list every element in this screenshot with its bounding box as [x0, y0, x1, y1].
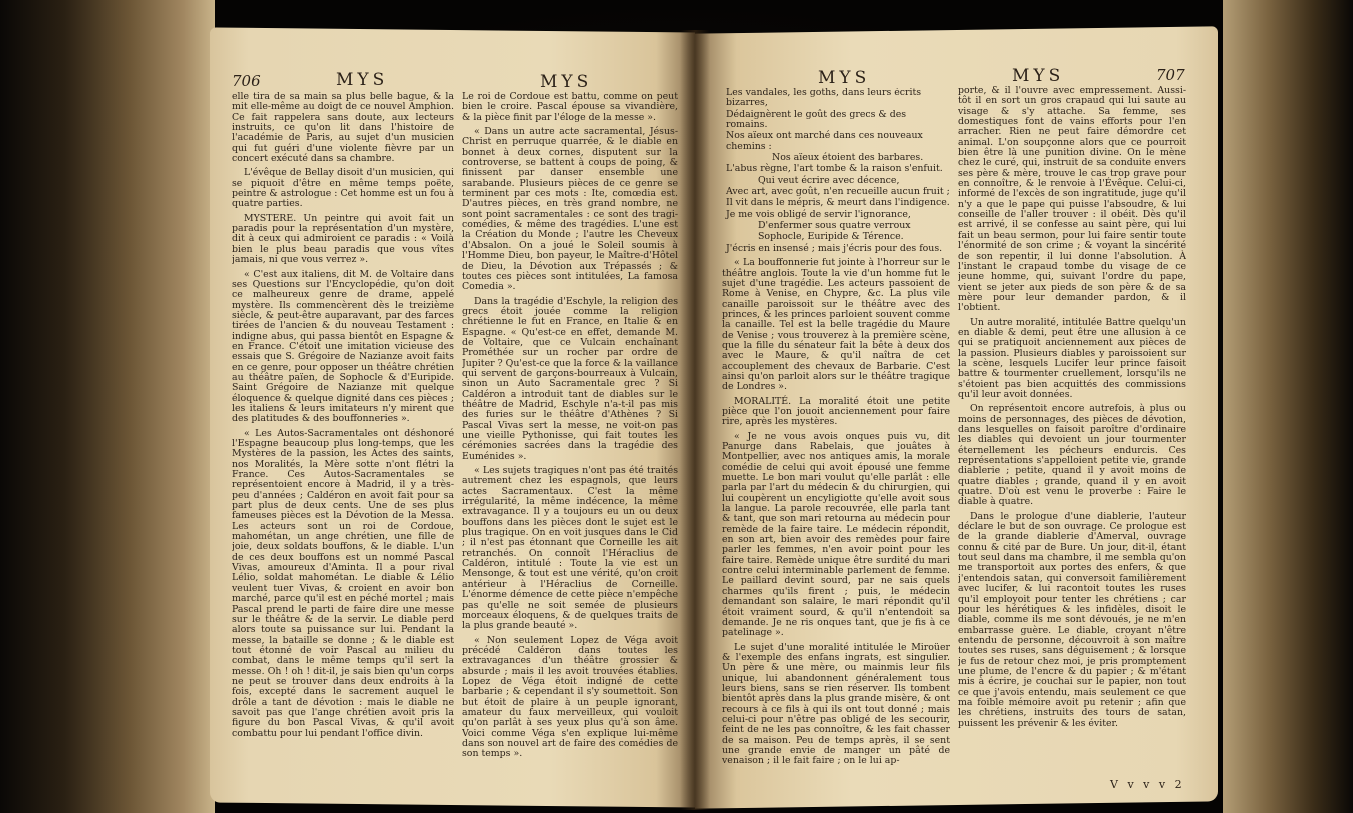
verse-line: J'écris en insensé ; mais j'écris pour des fous. [726, 242, 943, 254]
paragraph: MYSTERE. Un peintre qui avoit fait un paradis pour la représentation d'un mystère, dit à ceux qui admiroient ce paradis : « Voilà bien le plus beau paradis que vous vîtes jamais, ni que vous verrez ». [232, 212, 454, 266]
right-page-column-1 [722, 88, 950, 793]
running-head-right-2: MYS [1012, 66, 1065, 86]
right-page-edges [1223, 0, 1353, 813]
paragraph: Le sujet d'une moralité intitulée le Miroüer & l'exemple des enfans ingrats, est singulier. Un père & une mère, ou mainmis leur fils unique, lui abandonnent généralement tous leurs biens, sans se rien réserver. Ils tombent bientôt après dans la plus grande misère, & ont recours à ce fils à qui ils ont tout donné ; mais celui-ci pour n'être pas obligé de les secourir, feint de ne les pas connoître, & les fait chasser de sa maison. Peu de temps après, il se sent une grande envie de manger un pâté de venaison ; il le fait faire ; on le lui ap- [722, 641, 950, 767]
page-number-right: 707 [1156, 66, 1185, 84]
right-page-column-2 [958, 86, 1186, 791]
paragraph: On représentoit encore autrefois, à plus ou moins de personnages, des pièces de dévotion, dans lesquelles on faisoit paroître d'ordinaire les diables qui devoient un jour tourmenter éternellement les pécheurs endurcis. Ces représentations s'appelloient petite vie, grande diablerie ; petite, quand il y avoit moins de quatre diables ; grande, quand il y en avoit quatre. D'où est venu le proverbe : Faire le diable à quatre. [958, 403, 1186, 508]
paragraph: Dans le prologue d'une diablerie, l'auteur déclare le but de son ouvrage. Ce prologue est de la grande diablerie d'Amerval, ouvrage connu & cité par de Bure. Un jour, dit-il, étant tout seul dans ma chambre, il me sembla qu'on me transportoit aux portes des enfers, & que j'entendois satan, qui conversoit familièrement avec lucifer, & lui racontoit toutes les ruses qu'il employoit pour tenter les chrétiens ; car pour les hérétiques & les infidèles, disoit le diable, comme ils me sont dévoués, je ne m'en embarrasse guère. Le diable, croyant n'être entendu de personne, découvroit à son maître toutes ses ruses, sans déguisement ; & lorsque je fus de retour chez moi, je pris promptement une plume, de l'encre & du papier ; & m'étant mis à écrire, je couchai sur le papier, non tout ce que j'avois entendu, mais seulement ce que ma foible mémoire avoit pu retenir ; afin que les chrétiens, instruits des tours de satan, puissent les prévenir & les éviter. [958, 510, 1186, 729]
running-head-left-2: MYS [540, 72, 593, 92]
paragraph: porte, & il l'ouvre avec empressement. Aussi-tôt il en sort un gros crapaud qui lui saute au visage & s'y attache. Sa femme, ses domestiques font de vains efforts pour l'en arracher. Rien ne peut faire démordre cet animal. L'on soupçonne alors que ce pourroit bien être là une punition divine. On le mène chez le curé, qui, instruit de sa conduite envers ses père & mère, trouve le cas trop grave pour en connoître, & le renvoie à l'Évêque. Celui-ci, informé de l'excès de son ingratitude, juge qu'il n'y a que le pape qui puisse l'absoudre, & lui conseille de l'aller trouver : il obéit. Dès qu'il est arrivé, il se confesse au saint père, qui lui fait un beau sermon, pour lui faire sentir toute l'énormité de son crime ; & voyant la sincérité de son repentir, il lui donne l'absolution. À l'instant le crapaud tombe du visage de ce jeune homme, qui, suivant l'ordre du pape, vient se jeter aux pieds de son père & de sa mère pour leur demander pardon, & il l'obtient. [958, 86, 1186, 314]
paragraph: « Non seulement Lopez de Véga avoit précédé Caldéron dans toutes les extravagances d'un théâtre grossier & absurde ; mais il les avoit trouvées établies. Lopez de Véga étoit indigné de cette barbarie ; & cependant il s'y soumettoit. Son but étoit de plaire à un peuple ignorant, amateur du faux merveilleux, qui vouloit qu'on parlât à ses yeux plus qu'à son âme. Voici comme Véga s'en explique lui-même dans son nouvel art de faire des comédies de son temps ». [462, 634, 678, 760]
verse-line: Nos aïeux étoient des barbares. [772, 152, 924, 164]
verse-line: Dédaignèrent le goût des grecs & des romains. [726, 108, 907, 131]
verse-line: Il vit dans le mépris, & meurt dans l'indigence. [726, 197, 950, 209]
paragraph: « La bouffonnerie fut jointe à l'horreur sur le théâtre anglois. Toute la vie d'un homme fut le sujet d'une tragédie. Les acteurs passoient de Rome à Venise, en Chypre, &c. La plus vile canaille paroissoit sur le théâtre avec des princes, & les princes parloient souvent comme la canaille. Tel est la belle tragédie du Maure de Venise ; vous trouverez à la première scène, que la fille du sénateur fait la bête à deux dos avec le Maure, & qu'il naîtra de cet accouplement des chevaux de Barbarie. C'est ainsi qu'on parloit alors sur le théâtre tragique de Londres ». [722, 257, 950, 393]
running-head-left-1: MYS [336, 70, 389, 90]
paragraph: « Les sujets tragiques n'ont pas été traités autrement chez les espagnols, que leurs actes Sacramentaux. C'est la même irrégularité, la même indécence, la même extravagance. Il y a toujours eu un ou deux bouffons dans les pièces dont le sujet est le plus tragique. On en voit jusques dans le Cid ; il n'est pas étonnant que Corneille les ait retranchés. On connoît l'Héraclius de Caldéron, intitulé : Toute la vie est un Mensonge, & tout est une vérité, qu'on croit antérieur à l'Héraclius de Corneille. L'énorme démence de cette pièce n'empêche pas qu'elle ne soit semée de plusieurs morceaux éloquens, & de quelques traits de la plus grande beauté ». [462, 465, 678, 632]
verse-line: Nos aïeux ont marché dans ces nouveaux chemins : [726, 130, 923, 152]
running-head-right-1: MYS [818, 68, 871, 88]
paragraph: MORALITÉ. La moralité étoit une petite pièce que l'on jouoit anciennement pour faire rire, après les mystères. [722, 395, 950, 428]
left-page-column-1 [232, 92, 454, 797]
paragraph: Le roi de Cordoue est battu, comme on peut bien le croire. Pascal épouse sa vivandière, & la pièce finit par l'éloge de la messe ». [462, 92, 678, 123]
paragraph: elle tira de sa main sa plus belle bague, & la mit elle-même au doigt de ce nouvel Amphion. Ce fait rappelera sans doute, aux lecteurs instruits, ce qu'on lit dans l'histoire de l'académie de Paris, au sujet d'un musicien qui fut guéri d'une violente fièvre par un concert exécuté dans sa chambre. [232, 92, 454, 165]
verse-line: L'abus règne, l'art tombe & la raison s'enfuit. [726, 163, 943, 175]
verse-line: Avec art, avec goût, n'en recueille aucun fruit ; [726, 186, 950, 198]
paragraph: « Dans un autre acte sacramental, Jésus-Christ en perruque quarrée, & le diable en bonnet à deux cornes, disputent sur la controverse, se battent à coups de poing, & finissent par danser ensemble une sarabande. Plusieurs pièces de ce genre se terminent par ces mots : Ite, comœdia est. D'autres pièces, en très grand nombre, ne sont point sacramentales : ce sont des tragi-comédies, & même des tragédies. L'une est la Création du Monde ; l'autre les Cheveux d'Absalon. On a joué le Soleil soumis à l'Homme Dieu, bon payeur, le Maître-d'Hôtel de Dieu, la Dévotion aux Trépassés ; & toutes ces pièces sont intitulées, La famosa Comedia ». [462, 126, 678, 293]
paragraph: L'évêque de Bellay disoit d'un musicien, qui se piquoit d'être en même temps poëte, peintre & astrologue : Cet homme est un fou à quatre parties. [232, 167, 454, 210]
paragraph: « Je ne vous avois onques puis vu, dit Panurge dans Rabelais, que jouâtes à Montpellier, avec nos antiques amis, la morale comédie de celui qui avoit épousé une femme muette. Le bon mari voulut qu'elle parlât : elle parla par l'art du médecin & du chirurgien, qui lui coupèrent un encyligiotte qu'elle avoit sous la langue. La parole recouvrée, elle parla tant & tant, que son mari retourna au médecin pour remède de la faire taire. Le médecin répondit, en son art, bien avoir des remèdes pour faire parler les femmes, n'en avoir point pour les faire taire. Remède unique être surdité du mari contre celui interminable parlement de femme. Le paillard devint sourd, par ne sais quels charmes qu'ils firent ; puis, le médecin demandant son salaire, le mari répondit qu'il étoit vraiment sourd, & qu'il n'entendoit sa demande. Je ne ris onques tant, que je fis à ce patelinage ». [722, 430, 950, 639]
paragraph: « Les Autos-Sacramentales ont déshonoré l'Espagne beaucoup plus long-temps, que les Mystères de la passion, les Actes des saints, nos Moralités, la Mère sotte n'ont flétri la France. Ces Autos-Sacramentales se représentoient encore à Madrid, il y a très-peu d'années ; Caldéron en avoit fait pour sa part plus de deux cents. Une de ses plus fameuses pièces est la Dévotion de la Messa. Les acteurs sont un roi de Cordoue, mahométan, un ange chrétien, une fille de joie, deux soldats bouffons, & le diable. L'un de ces deux bouffons est un nommé Pascal Vivas, amoureux d'Aminta. Il a pour rival Lélio, soldat mahométan. Le diable & Lélio veulent tuer Vivas, & croient en avoir bon marché, parce qu'il est en péché mortel ; mais Pascal prend le parti de faire dire une messe sur le théâtre & de la servir. Le diable perd alors toute sa puissance sur lui. Pendant la messe, la bataille se donne ; & le diable est tout étonné de voir Pascal au milieu du combat, dans le même temps qu'il sert la messe. Oh ! oh ! dit-il, je sais bien qu'un corps ne peut se trouver dans deux endroits à la fois, excepté dans le sacrement auquel le drôle a tant de dévotion : mais le diable ne savoit pas que l'ange chrétien avoit pris la figure du bon Pascal Vivas, & qu'il avoit combattu pour lui pendant l'office divin. [232, 427, 454, 739]
left-page-column-2 [462, 92, 678, 797]
verse-line: D'enfermer sous quatre verroux [758, 220, 911, 232]
verse-line: Qui veut écrire avec décence, [758, 174, 900, 186]
paragraph: « C'est aux italiens, dit M. de Voltaire dans ses Questions sur l'Encyclopédie, qu'on doit ce malheureux genre de drame, appelé mystère. Ils commencèrent dès le treizième siècle, & peut-être auparavant, par des farces tirées de l'ancien & du nouveau Testament : indigne abus, qui passa bientôt en Espagne & en France. C'étoit une imitation vicieuse des essais que S. Grégoire de Nazianze avoit faits en ce genre, pour opposer un théâtre chrétien au théâtre païen, de Sophocle & d'Euripide. Saint Grégoire de Nazianze mit quelque éloquence & quelque dignité dans ces pièces ; les italiens & leurs imitateurs n'y mirent que des platitudes & des bouffonneries ». [232, 268, 454, 425]
paragraph: Un autre moralité, intitulée Battre quelqu'un en diable & demi, peut être une allusion à ce qui se pratiquoit anciennement aux pièces de la passion. Plusieurs diables y paroissoient sur la scène, lesquels Lucifer leur prince faisoit battre & tourmenter cruellement, lorsqu'ils ne s'étoient pas bien acquittés des commissions qu'il leur avoit données. [958, 316, 1186, 400]
left-page-edges [0, 0, 215, 813]
verse-line: Je me vois obligé de servir l'ignorance, [726, 208, 911, 220]
page-number-left: 706 [232, 72, 261, 90]
paragraph: Dans la tragédie d'Eschyle, la religion des grecs étoit jouée comme la religion chrétienne le fut en France, en Italie & en Espagne. « Qu'est-ce en effet, demande M. de Voltaire, que ce Vulcain enchaînant Prométhée sur un rocher par ordre de Jupiter ? Qu'est-ce que la force & la vaillance qui servent de garçons-bourreaux à Vulcain, sinon un Auto Sacramentale grec ? Si Caldéron a introduit tant de diables sur le théâtre de Madrid, Eschyle n'a-t-il pas mis des furies sur le théâtre d'Athènes ? Si Pascal Vivas sert la messe, ne voit-on pas une vieille Pythonisse, qui fait toutes les cérémonies sacrées dans la tragédie des Euménides ». [462, 295, 678, 462]
book-gutter [680, 30, 710, 810]
verse-line: Les vandales, les goths, dans leurs écrits bizarres, [726, 88, 922, 109]
signature-mark: V v v v 2 [1110, 778, 1185, 791]
verse-line: Sophocle, Euripide & Térence. [758, 231, 904, 243]
